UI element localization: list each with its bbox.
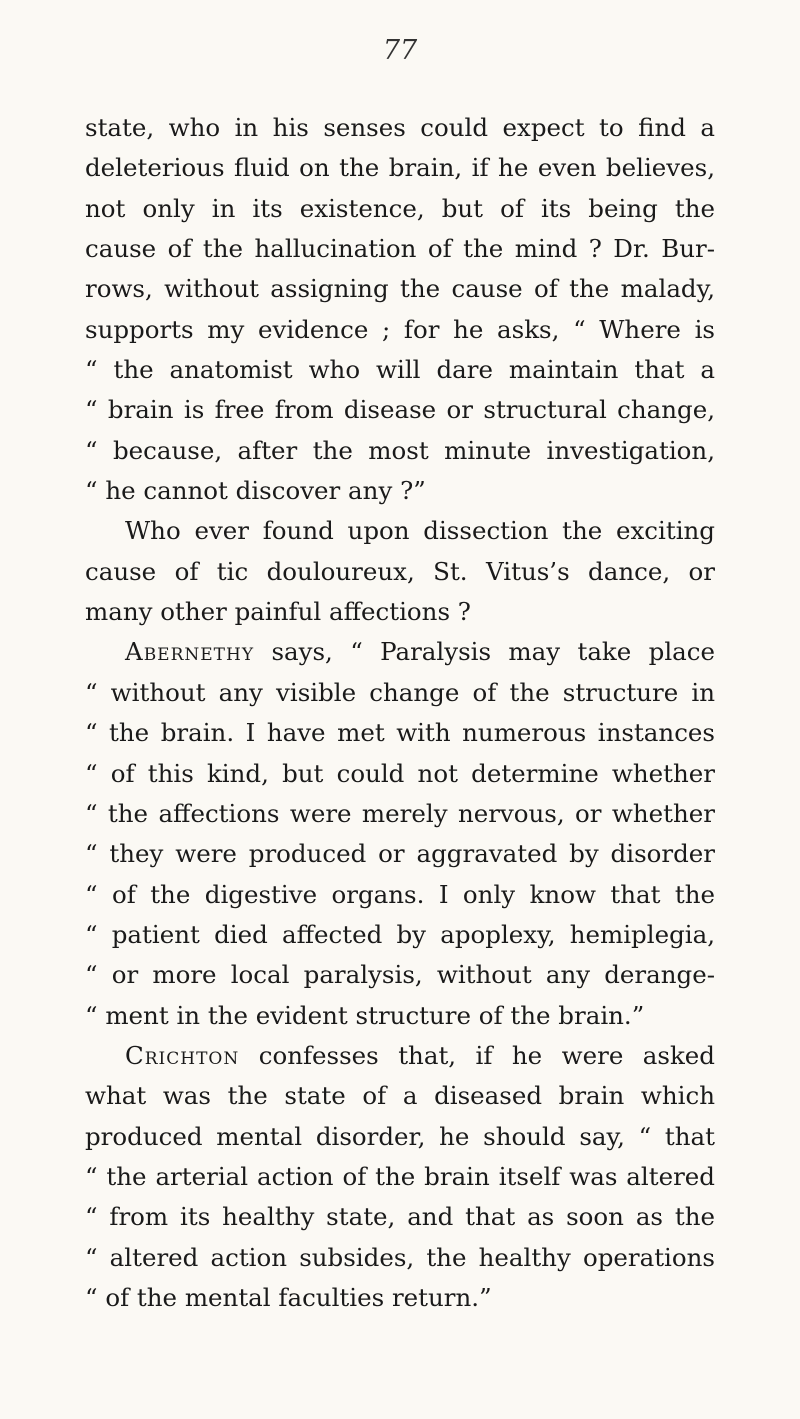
text-line: “ the affections were merely nervous, or whether — [85, 798, 715, 828]
text-line: what was the state of a diseased brain which — [85, 1081, 715, 1111]
text-line-rest: says, “ Paralysis may take place — [271, 637, 715, 667]
text-line-abernethy — [85, 632, 715, 672]
page-number: 77 — [382, 35, 418, 66]
text-line: “ from its healthy state, and that as soon as the — [85, 1202, 715, 1232]
author-name-abernethy: Abernethy — [125, 637, 255, 667]
text-line: “ of the digestive organs. I only know that the — [85, 879, 715, 909]
text-line: not only in its existence, but of its being the — [85, 193, 715, 223]
text-line: “ he cannot discover any ?” — [85, 476, 426, 506]
text-line: “ brain is free from disease or structural change, — [85, 395, 715, 425]
text-line: “ ment in the evident structure of the brain.” — [85, 1000, 645, 1030]
text-line: “ altered action subsides, the healthy operations — [85, 1242, 715, 1272]
text-line: “ patient died affected by apoplexy, hemiplegia, — [85, 919, 715, 949]
text-line: “ the brain. I have met with numerous instances — [85, 718, 715, 748]
author-name-crichton: Crichton — [125, 1040, 240, 1070]
text-line: “ of the mental faculties return.” — [85, 1282, 492, 1312]
text-line: state, who in his senses could expect to find a — [85, 113, 715, 142]
text-line: many other painful affections ? — [85, 597, 471, 627]
text-line: “ or more local paralysis, without any derange- — [85, 960, 715, 990]
text-line: cause of tic douloureux, St. Vitus’s dance, or — [85, 556, 715, 586]
text-line: deleterious fluid on the brain, if he even believes, — [85, 153, 715, 183]
body-text — [85, 108, 715, 1318]
text-line: Who ever found upon dissection the exciting — [125, 516, 715, 546]
text-line: “ they were produced or aggravated by disorder — [85, 839, 715, 869]
text-line: produced mental disorder, he should say, “ that — [85, 1121, 715, 1151]
text-line: “ of this kind, but could not determine whether — [85, 758, 715, 788]
text-line-rest: confesses that, if he were asked — [258, 1040, 715, 1070]
text-line: rows, without assigning the cause of the malady, — [85, 274, 715, 304]
text-line: cause of the hallucination of the mind ? Dr. Bur- — [85, 234, 715, 264]
text-line: “ the arterial action of the brain itself was altered — [85, 1161, 715, 1191]
text-line: “ the anatomist who will dare maintain that a — [85, 355, 715, 385]
text-line: supports my evidence ; for he asks, “ Where is — [85, 314, 715, 344]
text-line: “ without any visible change of the structure in — [85, 677, 715, 707]
text-line: “ because, after the most minute investigation, — [85, 435, 715, 465]
text-line-crichton — [85, 1036, 715, 1076]
